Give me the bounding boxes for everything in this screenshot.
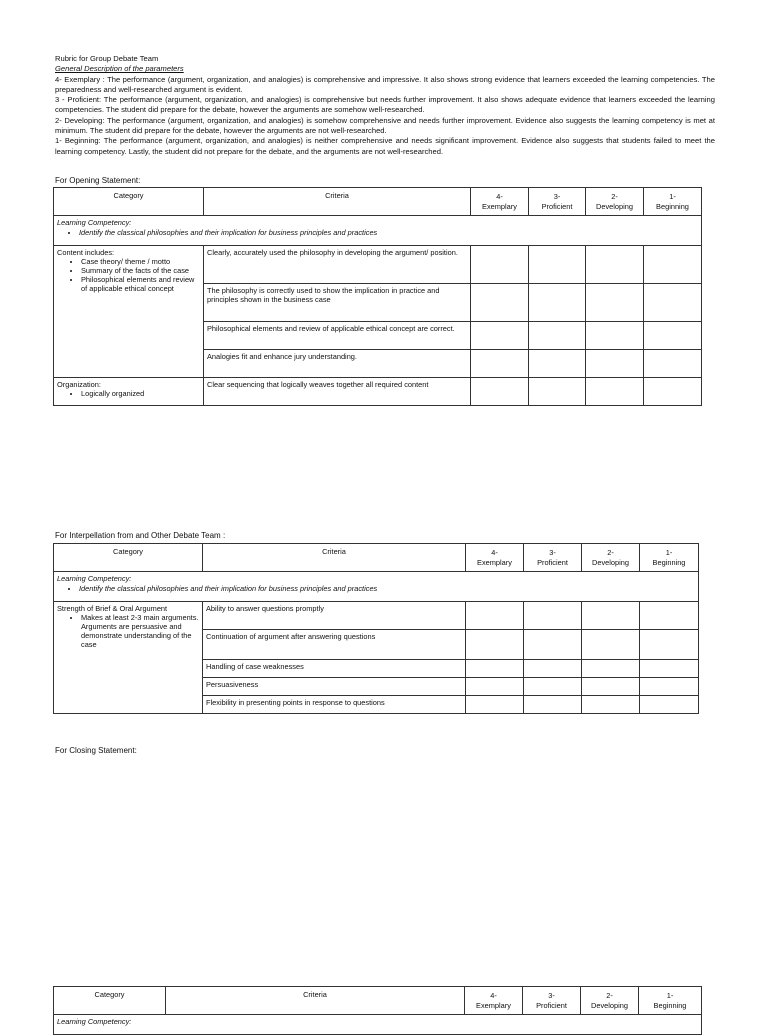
score-cell-proficient[interactable] — [529, 322, 586, 350]
score-cell-proficient[interactable] — [524, 678, 582, 696]
proficient-header: 3- Proficient — [529, 188, 586, 216]
content-category-cell — [54, 246, 204, 378]
criteria-header: Criteria — [166, 987, 465, 1015]
score-cell-proficient[interactable] — [524, 602, 582, 630]
closing-rubric-table — [53, 986, 702, 1035]
rubric-intro — [55, 54, 715, 157]
score-cell-beginning[interactable] — [640, 602, 699, 630]
score-cell-beginning[interactable] — [644, 322, 702, 350]
strength-item: • Makes at least 2-3 main arguments. Arguments are persuasive and demonstrate understanding of the case — [81, 613, 199, 649]
content-item: • Summary of the facts of the case — [81, 266, 200, 275]
score-cell-developing[interactable] — [586, 350, 644, 378]
proficient-header: 3- Proficient — [524, 544, 582, 572]
score-cell-exemplary[interactable] — [466, 678, 524, 696]
score-cell-exemplary[interactable] — [471, 284, 529, 322]
beginning-header: 1- Beginning — [639, 987, 702, 1015]
score-cell-developing[interactable] — [582, 678, 640, 696]
content-item: • Case theory/ theme / motto — [81, 257, 200, 266]
developing-header: 2- Developing — [586, 188, 644, 216]
learning-competency-title: Learning Competency: — [57, 1017, 132, 1026]
opening-statement-label: For Opening Statement: — [55, 176, 141, 185]
developing-header: 2- Developing — [582, 544, 640, 572]
exemplary-header: 4- Exemplary — [466, 544, 524, 572]
score-cell-proficient[interactable] — [529, 284, 586, 322]
score-cell-developing[interactable] — [582, 630, 640, 660]
score-cell-exemplary[interactable] — [466, 696, 524, 714]
score-cell-proficient[interactable] — [529, 246, 586, 284]
score-cell-developing[interactable] — [582, 696, 640, 714]
criteria-cell: Continuation of argument after answering questions — [203, 630, 466, 660]
table-row — [54, 602, 699, 630]
learning-competency-row — [54, 1015, 702, 1035]
category-header: Category — [54, 987, 166, 1015]
score-cell-exemplary[interactable] — [466, 630, 524, 660]
criteria-cell: The philosophy is correctly used to show the implication in practice and principles shown in the business case — [204, 284, 471, 322]
description-proficient: 3 - Proficient: The performance (argument, organization, and analogies) is comprehensive but needs further improvement. It also shows adequate evidence that learners exceeded the learning competencies. The student did prepare for the debate, however the arguments are somehow well-researched. — [55, 95, 715, 115]
score-cell-beginning[interactable] — [640, 630, 699, 660]
score-cell-developing[interactable] — [586, 284, 644, 322]
score-cell-developing[interactable] — [586, 322, 644, 350]
score-cell-exemplary[interactable] — [466, 602, 524, 630]
score-cell-beginning[interactable] — [644, 284, 702, 322]
score-cell-proficient[interactable] — [529, 378, 586, 406]
score-cell-developing[interactable] — [586, 246, 644, 284]
score-cell-developing[interactable] — [582, 602, 640, 630]
table-header-row — [54, 188, 702, 216]
category-header: Category — [54, 544, 203, 572]
organization-category-title: Organization: — [57, 380, 101, 389]
score-cell-proficient[interactable] — [524, 696, 582, 714]
score-cell-beginning[interactable] — [640, 678, 699, 696]
table-row — [54, 378, 702, 406]
learning-competency-title: Learning Competency: — [57, 574, 132, 583]
score-cell-exemplary[interactable] — [471, 350, 529, 378]
table-header-row — [54, 987, 702, 1015]
beginning-header: 1- Beginning — [644, 188, 702, 216]
exemplary-header: 4- Exemplary — [471, 188, 529, 216]
organization-item: • Logically organized — [81, 389, 200, 398]
description-exemplary: 4- Exemplary : The performance (argument, organization, and analogies) is comprehensive and impressive. It also shows strong evidence that learners exceeded the learning competencies. The preparedness and well-researched argument is evident. — [55, 74, 715, 94]
exemplary-header: 4- Exemplary — [465, 987, 523, 1015]
opening-rubric-table — [53, 187, 702, 406]
document-subtitle: General Description of the parameters — [55, 64, 184, 74]
criteria-cell: Clear sequencing that logically weaves together all required content — [204, 378, 471, 406]
criteria-header: Criteria — [203, 544, 466, 572]
score-cell-exemplary[interactable] — [471, 378, 529, 406]
organization-category-cell — [54, 378, 204, 406]
criteria-header: Criteria — [204, 188, 471, 216]
beginning-header: 1- Beginning — [640, 544, 699, 572]
learning-competency-item: • Identify the classical philosophies and their implication for business principles and practices — [79, 584, 695, 593]
criteria-cell: Philosophical elements and review of applicable ethical concept are correct. — [204, 322, 471, 350]
score-cell-exemplary[interactable] — [471, 322, 529, 350]
score-cell-developing[interactable] — [586, 378, 644, 406]
table-header-row — [54, 544, 699, 572]
proficient-header: 3- Proficient — [523, 987, 581, 1015]
interpellation-label: For Interpellation from and Other Debate Team : — [55, 531, 226, 540]
description-developing: 2- Developing: The performance (argument, organization, and analogies) is somehow comprehensive and needs further improvement. Evidence also suggests the learning competency is met at minimum. The student did prepare for the debate, however the arguments are not well-researched. — [55, 115, 715, 136]
score-cell-proficient[interactable] — [524, 660, 582, 678]
score-cell-beginning[interactable] — [640, 660, 699, 678]
criteria-cell: Analogies fit and enhance jury understanding. — [204, 350, 471, 378]
closing-statement-label: For Closing Statement: — [55, 746, 137, 755]
score-cell-proficient[interactable] — [529, 350, 586, 378]
score-cell-beginning[interactable] — [644, 378, 702, 406]
description-beginning: 1- Beginning: The performance (argument, organization, and analogies) is neither comprehensive and needs significant improvement. Evidence also suggests that students failed to meet the learning competency. Lastly, the student did not prepare for the debate, and the arguments are not well-researched. — [55, 136, 715, 156]
interpellation-rubric-table — [53, 543, 699, 714]
score-cell-exemplary[interactable] — [471, 246, 529, 284]
criteria-cell: Ability to answer questions promptly — [203, 602, 466, 630]
learning-competency-item: • Identify the classical philosophies and their implication for business principles and practices — [79, 228, 698, 237]
learning-competency-title: Learning Competency: — [57, 218, 132, 227]
strength-category-title: Strength of Brief & Oral Argument — [57, 604, 168, 613]
table-row — [54, 246, 702, 284]
category-header: Category — [54, 188, 204, 216]
learning-competency-row — [54, 216, 702, 246]
criteria-cell: Handling of case weaknesses — [203, 660, 466, 678]
criteria-cell: Persuasiveness — [203, 678, 466, 696]
score-cell-developing[interactable] — [582, 660, 640, 678]
strength-category-cell — [54, 602, 203, 714]
criteria-cell: Clearly, accurately used the philosophy in developing the argument/ position. — [204, 246, 471, 284]
score-cell-beginning[interactable] — [644, 246, 702, 284]
criteria-cell: Flexibility in presenting points in response to questions — [203, 696, 466, 714]
content-category-title: Content includes: — [57, 248, 115, 257]
learning-competency-row — [54, 572, 699, 602]
score-cell-beginning[interactable] — [644, 350, 702, 378]
score-cell-exemplary[interactable] — [466, 660, 524, 678]
score-cell-proficient[interactable] — [524, 630, 582, 660]
document-title: Rubric for Group Debate Team — [55, 54, 159, 63]
content-item: • Philosophical elements and review of applicable ethical concept — [81, 275, 200, 293]
score-cell-beginning[interactable] — [640, 696, 699, 714]
developing-header: 2- Developing — [581, 987, 639, 1015]
